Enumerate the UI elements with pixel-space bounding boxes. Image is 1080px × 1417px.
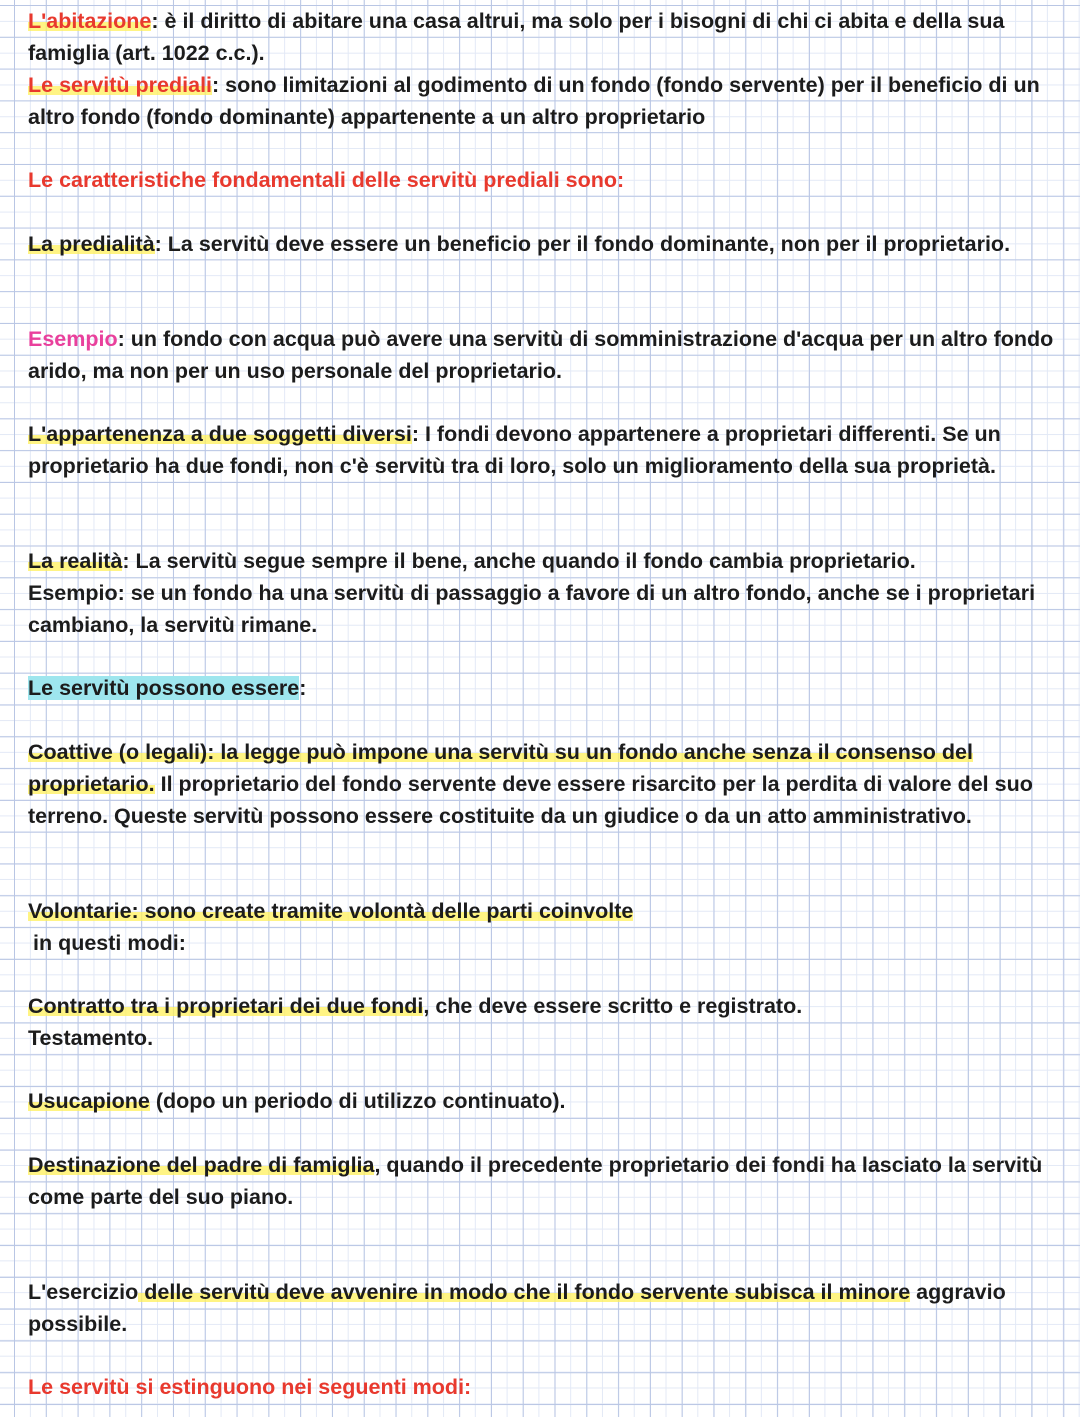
- term-appartenenza: L'appartenenza a due soggetti diversi: [28, 422, 412, 446]
- text-volontarie-modi: in questi modi:: [33, 930, 186, 955]
- text-possono-essere: :: [299, 676, 307, 700]
- paragraph-coattive: [28, 737, 1058, 832]
- text-realita: : La servitù segue sempre il bene, anche quando il fondo cambia proprietario.: [122, 549, 916, 573]
- paragraph-contratto: [28, 991, 1058, 1055]
- text-predialita: : La servitù deve essere un beneficio per il fondo dominante, non per il proprietario.: [154, 232, 1011, 256]
- heading-possono-essere: [28, 673, 1058, 705]
- term-servitu-prediali: Le servitù prediali: [28, 73, 213, 97]
- term-volontarie: Volontarie: sono create tramite volontà delle parti coinvolte: [28, 899, 634, 923]
- term-contratto: Contratto tra i proprietari dei due fondi: [28, 994, 424, 1018]
- paragraph-esercizio: [28, 1277, 1058, 1341]
- text-destinazione: , quando il precedente proprietario dei fondi ha lasciato la servitù come parte del suo piano.: [28, 1153, 1043, 1209]
- text-realita-esempio: Esempio: se un fondo ha una servitù di passaggio a favore di un altro fondo, anche se i proprietari cambiano, la servitù rimane.: [28, 580, 1036, 637]
- text-esercizio-lead: L'esercizio: [28, 1280, 139, 1304]
- term-realita: La realità: [28, 549, 123, 573]
- text-esempio: : un fondo con acqua può avere una servitù di somministrazione d'acqua per un altro fondo arido, ma non per un uso personale del proprietario.: [28, 327, 1054, 383]
- term-possono-essere: Le servitù possono essere: [28, 676, 300, 700]
- text-appartenenza: : I fondi devono appartenere a proprietari differenti. Se un proprietario ha due fondi, non c'è servitù tra di loro, solo un miglioramento della sua proprietà.: [28, 422, 1001, 478]
- paragraph-volontarie: [28, 896, 1058, 960]
- text-esercizio: aggravio possibile.: [28, 1280, 1006, 1336]
- term-esercizio: delle servitù deve avvenire in modo che il fondo servente subisca il minore: [138, 1280, 911, 1304]
- paragraph-appartenenza: [28, 419, 1058, 483]
- paragraph-usucapione: [28, 1086, 1058, 1118]
- term-usucapione: Usucapione: [28, 1089, 150, 1113]
- paragraph-predialita: [28, 229, 1058, 261]
- term-esempio: Esempio: [28, 327, 118, 351]
- text-usucapione: (dopo un periodo di utilizzo continuato).: [149, 1089, 566, 1113]
- term-coattive: Coattive (o legali): la legge può impone una servitù su un fondo anche senza il consenso del proprietario.: [28, 740, 973, 796]
- paragraph-realita: [28, 546, 1058, 641]
- text-abitazione: : è il diritto di abitare una casa altrui, ma solo per i bisogni di chi ci abita e della sua famiglia (art. 1022 c.c.).: [28, 9, 1005, 65]
- text-servitu-prediali: : sono limitazioni al godimento di un fondo (fondo servente) per il beneficio di un altro fondo (fondo dominante) appartenente a un altro proprietario: [28, 73, 1040, 129]
- text-contratto: , che deve essere scritto e registrato.: [423, 994, 803, 1018]
- term-destinazione: Destinazione del padre di famiglia: [28, 1153, 375, 1177]
- paragraph-destinazione: [28, 1150, 1058, 1214]
- term-predialita: La predialità: [28, 232, 155, 256]
- heading-caratteristiche: Le caratteristiche fondamentali delle servitù prediali sono:: [28, 168, 625, 192]
- text-coattive: Il proprietario del fondo servente deve essere risarcito per la perdita di valore del suo terreno. Queste servitù possono essere costituite da un giudice o da un atto amministrativo.: [28, 771, 1033, 828]
- paragraph-servitu-prediali: [28, 70, 1058, 134]
- heading-estinzione: Le servitù si estinguono nei seguenti modi:: [28, 1375, 472, 1399]
- paragraph-esempio: [28, 324, 1058, 388]
- text-testamento: Testamento.: [28, 1025, 154, 1050]
- paragraph-abitazione: [28, 6, 1058, 70]
- term-abitazione: L'abitazione: [28, 9, 152, 33]
